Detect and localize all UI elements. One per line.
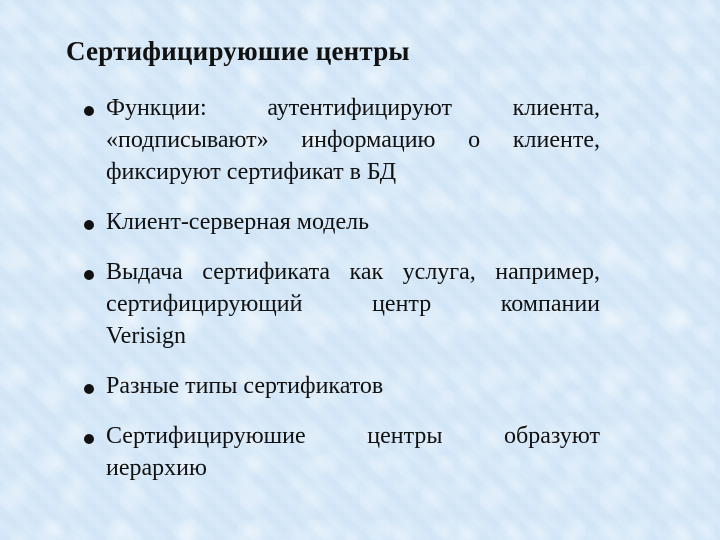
bullet-item-hierarchy — [80, 420, 600, 484]
bullet-text-line: Разные типы сертификатов — [106, 373, 384, 399]
bullet-text-line: фиксируют сертификат в БД — [106, 159, 397, 185]
bullet-item-certificate-types — [80, 370, 600, 402]
bullet-dot-icon — [84, 220, 94, 230]
bullet-text-line: Функции: аутентифицируют клиента, — [106, 95, 600, 121]
bullet-item-client-server — [80, 206, 600, 238]
bullet-text-line: иерархию — [106, 455, 207, 481]
bullet-text-line: «подписывают» информацию о клиенте, — [106, 127, 600, 153]
bullet-item-certificate-service — [80, 256, 600, 352]
bullet-text-line: сертифицирующий центр компании — [106, 291, 600, 317]
bullet-dot-icon — [84, 270, 94, 280]
bullet-dot-icon — [84, 106, 94, 116]
bullet-dot-icon — [84, 434, 94, 444]
bullet-text-line: Сертифицируюшие центры образуют — [106, 423, 600, 449]
bullet-text-line: Выдача сертификата как услуга, например, — [106, 259, 600, 285]
bullet-dot-icon — [84, 384, 94, 394]
slide-title: Сертифицируюшие центры — [66, 36, 410, 66]
bullet-text-line: Клиент-серверная модель — [106, 209, 370, 235]
bullet-item-functions — [80, 92, 600, 188]
bullet-text-line: Verisign — [106, 323, 186, 349]
bullet-list — [80, 92, 600, 484]
